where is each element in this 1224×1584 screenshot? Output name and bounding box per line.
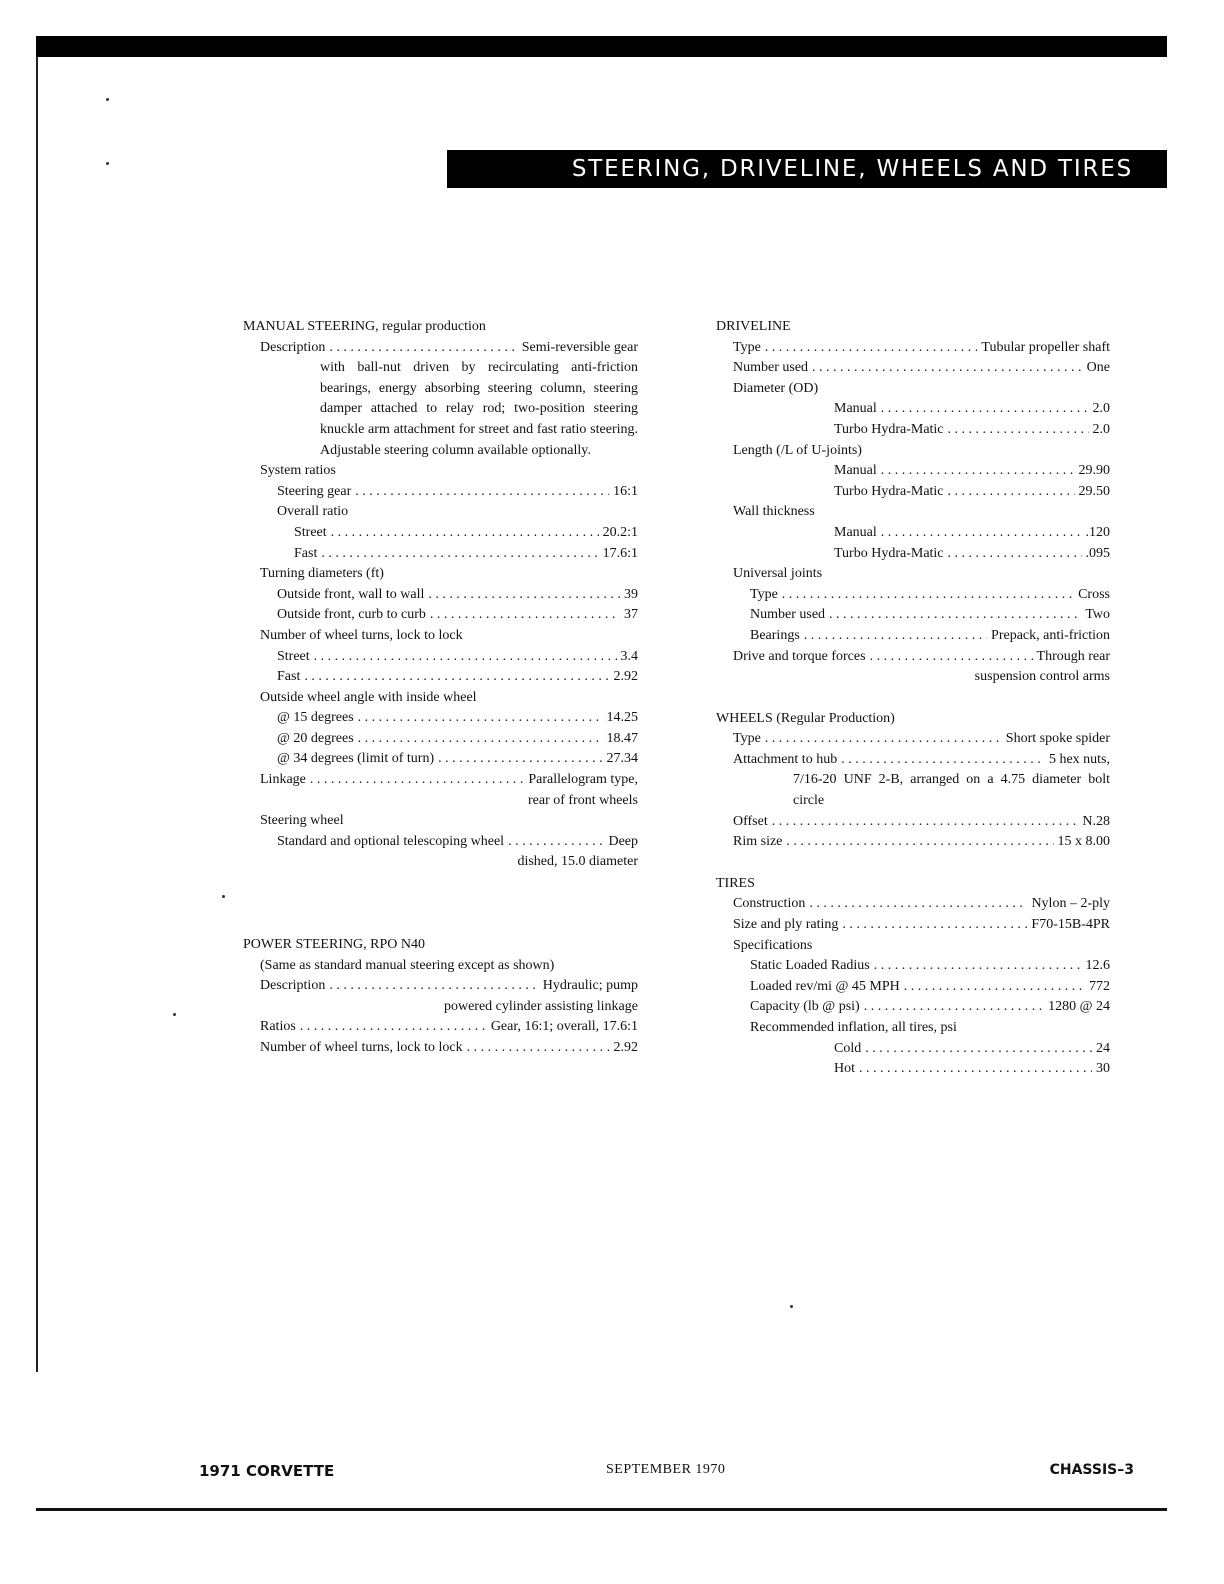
spec-value: Through rear bbox=[1036, 648, 1110, 664]
leader-dots bbox=[948, 420, 1089, 441]
spec-value: Short spoke spider bbox=[1005, 731, 1110, 747]
spec-value: 5 hex nuts, bbox=[1048, 751, 1110, 767]
leader-dots bbox=[881, 399, 1089, 420]
spec-label: Outside front, curb to curb bbox=[277, 607, 426, 623]
leader-dots bbox=[765, 729, 1002, 750]
subheading: Number of wheel turns, lock to lock bbox=[260, 627, 463, 643]
spec-row bbox=[716, 1039, 1110, 1060]
left-margin-rule bbox=[36, 57, 38, 1372]
leader-dots bbox=[841, 750, 1045, 771]
leader-dots bbox=[508, 832, 604, 853]
spec-label: Fast bbox=[294, 545, 318, 561]
spec-value: 37 bbox=[624, 607, 638, 623]
leader-dots bbox=[809, 894, 1027, 915]
spec-row bbox=[716, 626, 1110, 647]
spec-value: One bbox=[1086, 360, 1110, 376]
spec-value: 24 bbox=[1096, 1040, 1110, 1056]
spec-label: Static Loaded Radius bbox=[750, 958, 870, 974]
spec-row bbox=[716, 750, 1110, 771]
manual-steering-heading: MANUAL STEERING, regular production bbox=[243, 319, 486, 334]
spec-row bbox=[243, 605, 638, 626]
spec-value: 20.2:1 bbox=[602, 524, 638, 540]
leader-dots bbox=[881, 523, 1082, 544]
spec-row bbox=[243, 647, 638, 668]
spec-label: Ratios bbox=[260, 1019, 296, 1035]
spec-value: 30 bbox=[1096, 1061, 1110, 1077]
spec-row bbox=[716, 997, 1110, 1018]
subheading: Length (/L of U-joints) bbox=[733, 442, 862, 458]
spec-continuation: dished, 15.0 diameter bbox=[517, 854, 638, 870]
spec-label: Turbo Hydra-Matic bbox=[834, 421, 944, 437]
spec-row bbox=[716, 585, 1110, 606]
spec-label: Steering gear bbox=[277, 483, 352, 499]
subheading: Turning diameters (ft) bbox=[260, 566, 384, 582]
spec-row bbox=[243, 523, 638, 544]
spec-label: Description bbox=[260, 339, 326, 355]
spec-value: 18.47 bbox=[606, 730, 638, 746]
leader-dots bbox=[355, 482, 609, 503]
spec-label: Type bbox=[733, 731, 761, 747]
footer-model: 1971 CORVETTE bbox=[199, 1462, 335, 1480]
spec-label: Drive and torque forces bbox=[733, 648, 866, 664]
spec-label: Capacity (lb @ psi) bbox=[750, 999, 860, 1015]
spec-row bbox=[716, 915, 1110, 936]
driveline-heading: DRIVELINE bbox=[716, 319, 791, 334]
spec-continuation: suspension control arms bbox=[974, 669, 1110, 685]
section-note: (Same as standard manual steering except as shown) bbox=[260, 957, 555, 973]
spec-value: F70-15B-4PR bbox=[1031, 917, 1110, 933]
footer-date: SEPTEMBER 1970 bbox=[606, 1462, 726, 1477]
leader-dots bbox=[812, 358, 1083, 379]
spec-label: Offset bbox=[733, 813, 768, 829]
leader-dots bbox=[829, 605, 1081, 626]
scan-speck bbox=[106, 98, 109, 101]
spec-value: 2.92 bbox=[613, 1040, 638, 1055]
spec-row bbox=[243, 708, 638, 729]
leader-dots bbox=[859, 1059, 1092, 1080]
spec-row bbox=[716, 461, 1110, 482]
right-column bbox=[716, 317, 1110, 1080]
description-paragraph: with ball-nut driven by recirculating anti-friction bearings, energy absorbing steering column, steering damper attached to relay rod; two-position steering knuckle arm attachment for street and fast ratio steering. Adjustable steering column available optionally. bbox=[320, 360, 638, 458]
spec-row bbox=[243, 1038, 638, 1059]
spec-value: 2.0 bbox=[1092, 401, 1110, 417]
leader-dots bbox=[428, 585, 620, 606]
spec-label: Attachment to hub bbox=[733, 751, 838, 767]
left-column bbox=[243, 317, 638, 1059]
spec-value: Semi-reversible gear bbox=[521, 339, 638, 355]
spec-label: @ 34 degrees (limit of turn) bbox=[277, 751, 435, 767]
spec-row bbox=[716, 812, 1110, 833]
leader-dots bbox=[948, 544, 1082, 565]
spec-label: Manual bbox=[834, 524, 877, 540]
spec-label: Hot bbox=[834, 1061, 855, 1077]
spec-value: 2.0 bbox=[1092, 421, 1110, 437]
spec-value: 29.50 bbox=[1078, 483, 1110, 499]
scan-speck bbox=[790, 1305, 793, 1308]
spec-label: @ 20 degrees bbox=[277, 730, 354, 746]
scan-speck bbox=[222, 895, 225, 898]
spec-row bbox=[716, 399, 1110, 420]
spec-value: Hydraulic; pump bbox=[542, 978, 638, 994]
spec-row bbox=[716, 482, 1110, 503]
spec-continuation: rear of front wheels bbox=[527, 792, 638, 808]
subheading: System ratios bbox=[260, 463, 336, 479]
footer-page-number: CHASSIS–3 bbox=[1049, 1462, 1134, 1478]
spec-value: 14.25 bbox=[606, 710, 638, 726]
spec-label: Street bbox=[277, 648, 310, 664]
leader-dots bbox=[948, 482, 1075, 503]
leader-dots bbox=[430, 605, 620, 626]
leader-dots bbox=[358, 729, 603, 750]
leader-dots bbox=[329, 976, 538, 997]
spec-value: 27.34 bbox=[606, 751, 638, 767]
spec-row bbox=[716, 832, 1110, 853]
spec-label: Cold bbox=[834, 1040, 862, 1056]
leader-dots bbox=[310, 770, 524, 791]
scan-speck bbox=[106, 162, 109, 165]
spec-row bbox=[243, 544, 638, 565]
spec-value: 16:1 bbox=[613, 483, 638, 499]
spec-value: 15 x 8.00 bbox=[1057, 834, 1110, 850]
spec-value: Parallelogram type, bbox=[528, 772, 638, 788]
spec-value: 3.4 bbox=[620, 648, 638, 664]
spec-row bbox=[243, 667, 638, 688]
spec-value: 772 bbox=[1089, 978, 1110, 994]
spec-value: Tubular propeller shaft bbox=[981, 339, 1110, 355]
leader-dots bbox=[314, 647, 617, 668]
leader-dots bbox=[881, 461, 1075, 482]
spec-label: Turbo Hydra-Matic bbox=[834, 545, 944, 561]
spec-row bbox=[243, 482, 638, 503]
leader-dots bbox=[874, 956, 1082, 977]
spec-row bbox=[716, 894, 1110, 915]
leader-dots bbox=[842, 915, 1027, 936]
spec-value: 17.6:1 bbox=[602, 545, 638, 561]
spec-row bbox=[243, 338, 638, 359]
spec-value: 2.92 bbox=[613, 669, 638, 685]
leader-dots bbox=[865, 1039, 1092, 1060]
spec-label: Size and ply rating bbox=[733, 917, 839, 933]
spec-row bbox=[716, 358, 1110, 379]
spec-value: N.28 bbox=[1082, 813, 1110, 829]
spec-value: Nylon – 2-ply bbox=[1031, 896, 1110, 912]
tires-heading: TIRES bbox=[716, 875, 755, 891]
subheading: Wall thickness bbox=[733, 504, 815, 520]
spec-row bbox=[716, 977, 1110, 998]
spec-label: Turbo Hydra-Matic bbox=[834, 483, 944, 499]
leader-dots bbox=[804, 626, 987, 647]
wheels-heading: WHEELS (Regular Production) bbox=[716, 710, 895, 726]
spec-label: Type bbox=[733, 339, 761, 355]
spec-row bbox=[243, 1017, 638, 1038]
spec-label: Construction bbox=[733, 896, 806, 912]
spec-label: Rim size bbox=[733, 834, 783, 850]
spec-row bbox=[243, 749, 638, 770]
spec-label: Number used bbox=[733, 360, 809, 376]
spec-row bbox=[716, 956, 1110, 977]
spec-continuation: 7/16-20 UNF 2-B, arranged on a 4.75 diameter bolt circle bbox=[793, 772, 1110, 809]
leader-dots bbox=[300, 1017, 487, 1038]
spec-value: Gear, 16:1; overall, 17.6:1 bbox=[490, 1019, 638, 1035]
spec-row bbox=[716, 1059, 1110, 1080]
spec-continuation: powered cylinder assisting linkage bbox=[443, 998, 638, 1014]
leader-dots bbox=[467, 1038, 610, 1059]
leader-dots bbox=[304, 667, 609, 688]
spec-label: @ 15 degrees bbox=[277, 710, 354, 726]
spec-row bbox=[716, 523, 1110, 544]
subheading: Outside wheel angle with inside wheel bbox=[260, 689, 477, 705]
page-title: STEERING, DRIVELINE, WHEELS AND TIRES bbox=[447, 150, 1167, 188]
spec-label: Description bbox=[260, 978, 326, 994]
spec-row bbox=[243, 585, 638, 606]
bottom-rule bbox=[36, 1508, 1167, 1511]
spec-row bbox=[716, 544, 1110, 565]
spec-label: Number of wheel turns, lock to lock bbox=[260, 1040, 463, 1055]
scan-speck bbox=[173, 1013, 176, 1016]
spec-value: 39 bbox=[624, 586, 638, 602]
spec-label: Bearings bbox=[750, 627, 800, 643]
leader-dots bbox=[358, 708, 603, 729]
spec-label: Number used bbox=[750, 607, 826, 623]
spec-label: Street bbox=[294, 524, 327, 540]
subheading: Steering wheel bbox=[260, 813, 344, 829]
spec-value: Prepack, anti-friction bbox=[991, 627, 1110, 643]
spec-row bbox=[716, 647, 1110, 668]
top-border-bar bbox=[36, 36, 1167, 57]
leader-dots bbox=[765, 338, 978, 359]
spec-label: Linkage bbox=[260, 772, 306, 788]
leader-dots bbox=[782, 585, 1074, 606]
leader-dots bbox=[321, 544, 598, 565]
spec-row bbox=[716, 338, 1110, 359]
leader-dots bbox=[786, 832, 1053, 853]
spec-value: Two bbox=[1085, 607, 1110, 623]
spec-value: .095 bbox=[1085, 545, 1110, 561]
leader-dots bbox=[772, 812, 1079, 833]
leader-dots bbox=[864, 997, 1044, 1018]
spec-label: Standard and optional telescoping wheel bbox=[277, 833, 505, 849]
spec-row bbox=[243, 770, 638, 791]
spec-row bbox=[716, 420, 1110, 441]
leader-dots bbox=[329, 338, 517, 359]
spec-row bbox=[243, 729, 638, 750]
spec-row bbox=[716, 605, 1110, 626]
spec-label: Loaded rev/mi @ 45 MPH bbox=[750, 978, 900, 994]
leader-dots bbox=[438, 749, 602, 770]
subheading: Diameter (OD) bbox=[733, 380, 819, 396]
spec-label: Outside front, wall to wall bbox=[277, 586, 425, 602]
spec-value: .120 bbox=[1085, 524, 1110, 540]
subheading: Universal joints bbox=[733, 566, 823, 582]
leader-dots bbox=[331, 523, 599, 544]
spec-value: 29.90 bbox=[1078, 463, 1110, 479]
spec-value: 1280 @ 24 bbox=[1048, 999, 1110, 1015]
leader-dots bbox=[904, 977, 1085, 998]
subheading: Recommended inflation, all tires, psi bbox=[750, 1020, 957, 1035]
subheading: Overall ratio bbox=[277, 504, 349, 520]
spec-label: Manual bbox=[834, 463, 877, 479]
leader-dots bbox=[870, 647, 1033, 668]
power-steering-heading: POWER STEERING, RPO N40 bbox=[243, 937, 426, 953]
spec-row bbox=[243, 832, 638, 853]
spec-row bbox=[716, 729, 1110, 750]
spec-label: Fast bbox=[277, 669, 301, 685]
spec-label: Manual bbox=[834, 401, 877, 417]
spec-value: Deep bbox=[608, 833, 638, 849]
spec-row bbox=[243, 976, 638, 997]
subheading: Specifications bbox=[733, 937, 813, 953]
spec-value: 12.6 bbox=[1085, 958, 1110, 974]
spec-value: Cross bbox=[1078, 586, 1110, 602]
spec-label: Type bbox=[750, 586, 778, 602]
